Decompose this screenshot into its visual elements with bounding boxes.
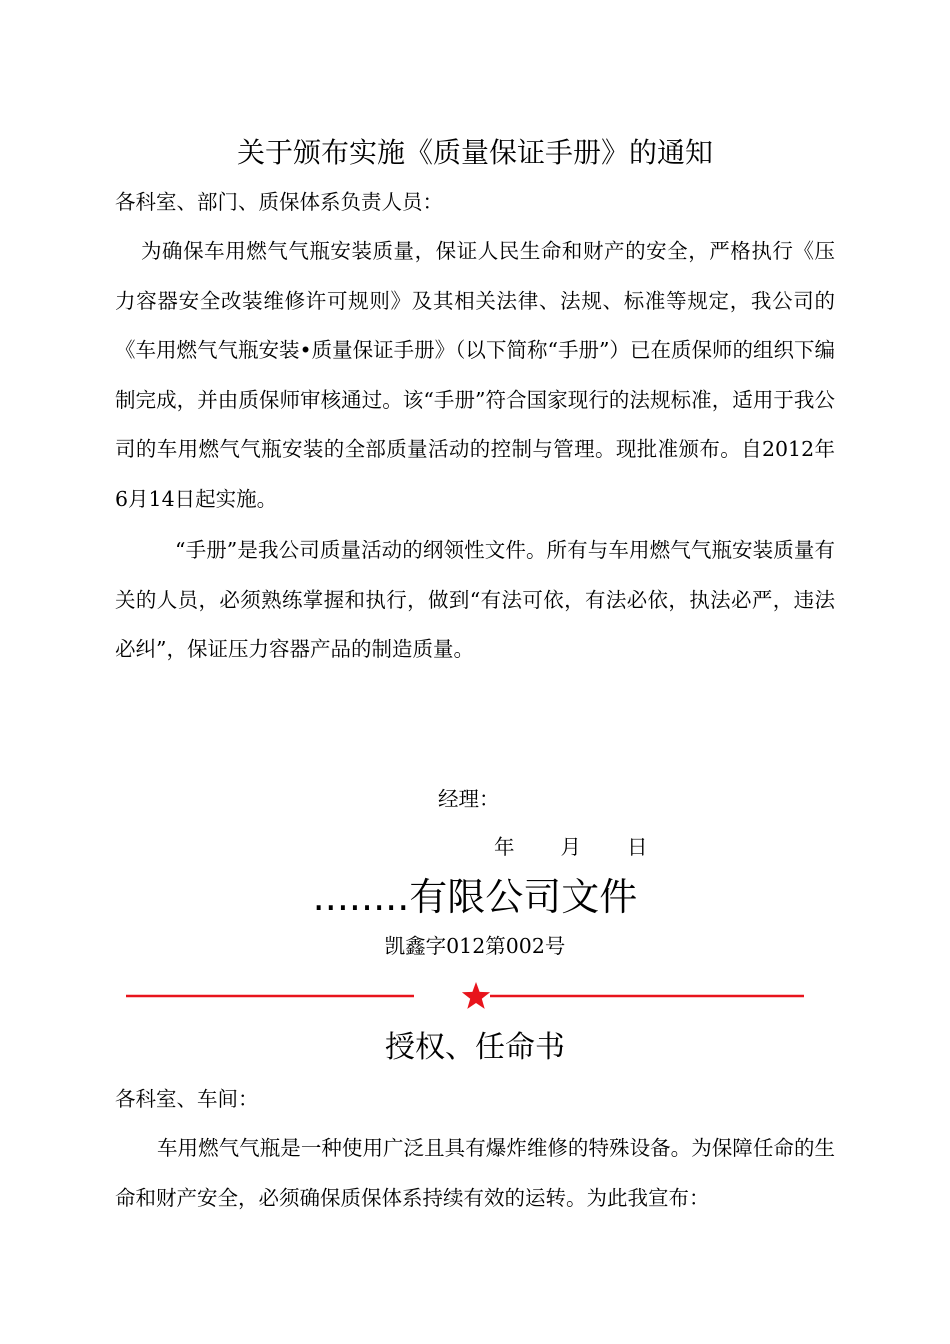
- document-number: 凯鑫字012第002号: [384, 934, 566, 958]
- notice-paragraph-2: “手册”是我公司质量活动的纲领性文件。所有与车用燃气气瓶安装质量有关的人员，必须熟练掌握和执行，做到“有法可依，有法必依，执法必严，违法必纠”，保证压力容器产品的制造质量。: [115, 538, 835, 661]
- date-month: 月: [560, 835, 581, 859]
- notice-addressee: 各科室、部门、质保体系负责人员：: [115, 190, 443, 214]
- authorization-title: 授权、任命书: [385, 1030, 565, 1065]
- red-star-icon: [462, 982, 490, 1009]
- company-document-header: ........有限公司文件: [312, 875, 638, 919]
- signature-date: [494, 832, 648, 862]
- date-year: 年: [494, 835, 515, 859]
- red-divider-rule: [126, 978, 806, 1014]
- notice-paragraph-1: 为确保车用燃气气瓶安装质量，保证人民生命和财产的安全，严格执行《压力容器安全改装维修许可规则》及其相关法律、法规、标准等规定，我公司的《车用燃气气瓶安装•质量保证手册》（以下简称“手册”）已在质保师的组织下编制完成，并由质保师审核通过。该“手册”符合国家现行的法规标准，适用于我公司的车用燃气气瓶安装的全部质量活动的控制与管理。现批准颁布。自2012年6月14日起实施。: [115, 239, 835, 511]
- authorization-addressee: 各科室、车间：: [115, 1087, 259, 1111]
- authorization-paragraph-1: 车用燃气气瓶是一种使用广泛且具有爆炸维修的特殊设备。为保障任命的生命和财产安全，必须确保质保体系持续有效的运转。为此我宣布：: [115, 1136, 835, 1210]
- manager-signature-label: 经理：: [438, 787, 500, 811]
- date-day: 日: [627, 835, 648, 859]
- notice-title: 关于颁布实施《质量保证手册》的通知: [236, 136, 713, 169]
